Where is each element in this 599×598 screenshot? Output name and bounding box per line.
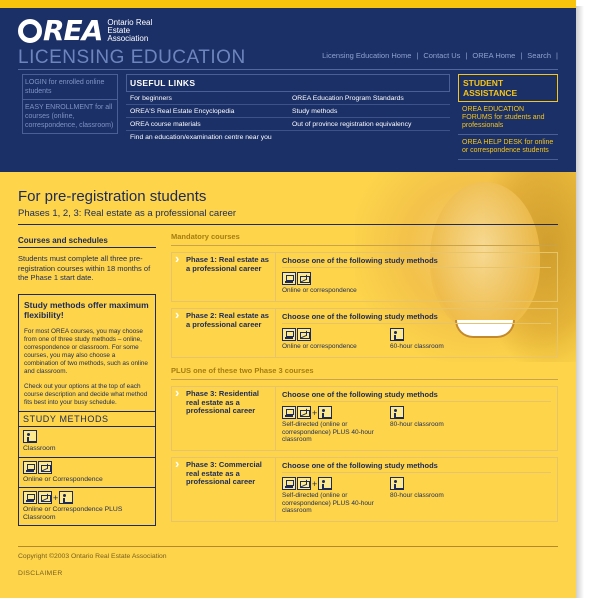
computer-icon [282, 406, 296, 419]
logo-o-icon [18, 19, 42, 43]
phase-2-row[interactable] [171, 308, 558, 358]
option-label: Online or correspondence [282, 343, 357, 350]
study-methods-box [18, 294, 156, 526]
mail-icon [297, 272, 311, 285]
easy-enrollment-link[interactable]: EASY ENROLLMENT for all courses (online, correspondence, classroom) [22, 99, 118, 134]
method-classroom[interactable] [19, 426, 155, 457]
useful-links [126, 74, 450, 144]
method-online-correspondence[interactable] [19, 457, 155, 488]
useful-link-out-of-province[interactable]: Out of province registration equivalency [288, 118, 450, 131]
study-box-paragraph: Check out your options at the top of each course description and decide what method fits best into your busy schedule. [24, 383, 148, 406]
page-subtitle: Phases 1, 2, 3: Real estate as a professional career [18, 208, 237, 219]
student-assistance [458, 74, 558, 160]
left-links [22, 74, 118, 134]
phase-title-cell [172, 309, 276, 357]
method-label: Online or Correspondence [23, 475, 103, 483]
study-box-heading: Study methods offer maximum flexibility! [24, 300, 149, 320]
phase-title: › Phase 3: Residential real estate as a professional career [186, 389, 259, 415]
option-label: Online or correspondence [282, 287, 357, 294]
nav-sep: | [416, 51, 419, 60]
page-shadow [576, 6, 584, 598]
option-self-directed[interactable] [282, 477, 390, 515]
method-options [282, 406, 551, 444]
method-icons [23, 491, 151, 504]
nav-orea-home[interactable]: OREA Home [472, 51, 516, 60]
useful-link-encyclopedia[interactable]: OREA'S Real Estate Encyclopedia [126, 105, 288, 118]
option-label: 60-hour classroom [390, 343, 444, 350]
computer-icon [282, 328, 296, 341]
computer-icon [282, 272, 296, 285]
phase-title: › Phase 1: Real estate as a professional career [186, 255, 269, 273]
student-assistance-title: STUDENT ASSISTANCE [458, 74, 558, 102]
nav-search[interactable]: Search [527, 51, 552, 60]
method-icons [282, 328, 390, 341]
method-options [282, 272, 551, 295]
method-icons [282, 477, 390, 490]
useful-link-study-methods[interactable]: Study methods [288, 105, 450, 118]
method-options [282, 328, 551, 351]
method-online-plus-classroom[interactable] [19, 487, 155, 525]
nav-licensing-home[interactable]: Licensing Education Home [322, 51, 412, 60]
useful-links-title: USEFUL LINKS [126, 74, 450, 91]
method-label: Online or Correspondence PLUS Classroom [23, 506, 123, 521]
useful-links-grid [126, 91, 450, 144]
phase-title: › Phase 2: Real estate as a professional career [186, 311, 269, 329]
phase-title: › Phase 3: Commercial real estate as a professional career [186, 460, 262, 486]
course-listing [171, 232, 558, 522]
option-online[interactable] [282, 328, 390, 351]
phase-methods-cell [276, 458, 557, 521]
courses-heading: Courses and schedules [18, 236, 108, 245]
method-icons [23, 461, 151, 474]
method-icons [390, 406, 500, 419]
logo-subtitle: Ontario Real Estate Association [107, 17, 153, 43]
login-link[interactable]: LOGIN for enrolled online students [22, 74, 118, 99]
method-icons [282, 406, 390, 419]
header-divider [18, 69, 558, 70]
computer-icon [282, 477, 296, 490]
phase-methods-cell [276, 253, 557, 301]
method-options [282, 477, 551, 515]
copyright: Copyright ©2003 Ontario Real Estate Association [18, 553, 167, 560]
mail-icon [297, 406, 311, 419]
method-icons [282, 272, 390, 285]
method-icons [390, 328, 500, 341]
phase-1-row[interactable] [171, 252, 558, 302]
choose-method-label: Choose one of the following study methods [282, 312, 551, 324]
useful-link-program-standards[interactable]: OREA Education Program Standards [288, 92, 450, 105]
plus-icon: + [312, 478, 318, 489]
mail-icon [38, 461, 52, 474]
page-title: For pre-registration students [18, 188, 207, 205]
education-forums-link[interactable]: OREA EDUCATION FORUMS for students and professionals [458, 102, 558, 135]
phase-3-residential-row[interactable] [171, 386, 558, 451]
classroom-icon [318, 406, 332, 419]
courses-body: Students must complete all three pre-registration courses within 18 months of the Phase 1 start date. [18, 254, 151, 282]
option-online[interactable] [282, 272, 390, 295]
option-label: 80-hour classroom [390, 421, 444, 428]
useful-link-find-centre[interactable]: Find an education/examination centre near you [130, 134, 272, 141]
top-nav [322, 51, 558, 60]
phase3-heading: PLUS one of these two Phase 3 courses [171, 366, 558, 380]
choose-method-label: Choose one of the following study methods [282, 390, 551, 402]
courses-divider [18, 247, 156, 248]
phase-methods-cell [276, 387, 557, 450]
option-label: 80-hour classroom [390, 492, 444, 499]
nav-contact-us[interactable]: Contact Us [423, 51, 461, 60]
phase-methods-cell [276, 309, 557, 357]
classroom-icon [390, 477, 404, 490]
title-divider [18, 224, 558, 225]
option-classroom[interactable] [390, 406, 500, 444]
section-title: LICENSING EDUCATION [18, 47, 246, 68]
nav-sep: | [556, 51, 558, 60]
computer-icon [23, 491, 37, 504]
study-box-paragraph: For most OREA courses, you may choose from one of three study methods – online, correspondence or classroom. For some courses, you may also choose a combination of two methods, such as online and classroom. [24, 328, 148, 375]
top-stripe [0, 0, 576, 8]
method-label: Classroom [23, 445, 56, 452]
nav-sep: | [520, 51, 523, 60]
option-self-directed[interactable] [282, 406, 390, 444]
mail-icon [297, 477, 311, 490]
option-classroom[interactable] [390, 328, 500, 351]
choose-method-label: Choose one of the following study methods [282, 256, 551, 268]
footer-divider [18, 546, 558, 547]
disclaimer-link[interactable]: DISCLAIMER [18, 570, 63, 577]
classroom-icon [390, 328, 404, 341]
study-methods-heading: STUDY METHODS [19, 411, 155, 426]
option-classroom[interactable] [390, 477, 500, 515]
option-label: Self-directed (online or correspondence) PLUS 40-hour classroom [282, 421, 374, 443]
plus-icon: + [53, 492, 59, 503]
choose-method-label: Choose one of the following study methods [282, 461, 551, 473]
header [0, 8, 576, 172]
mail-icon [38, 491, 52, 504]
method-icons [390, 477, 500, 490]
phase-3-commercial-row[interactable] [171, 457, 558, 522]
mail-icon [297, 328, 311, 341]
phase-title-cell [172, 387, 276, 450]
nav-sep: | [465, 51, 468, 60]
plus-icon: + [312, 407, 318, 418]
classroom-icon [59, 491, 73, 504]
useful-link-beginners[interactable]: For beginners [126, 92, 288, 105]
option-label: Self-directed (online or correspondence) PLUS 40-hour classroom [282, 492, 374, 514]
help-desk-link[interactable]: OREA HELP DESK for online or correspondence students [458, 135, 558, 160]
classroom-icon [318, 477, 332, 490]
orea-logo[interactable] [18, 14, 167, 47]
classroom-icon [390, 406, 404, 419]
classroom-icon [23, 430, 37, 443]
logo-wordmark: REA [18, 14, 102, 47]
study-box-body [19, 322, 155, 411]
mandatory-heading: Mandatory courses [171, 232, 558, 246]
phase-title-cell [172, 253, 276, 301]
useful-link-course-materials[interactable]: OREA course materials [126, 118, 288, 131]
phase-title-cell [172, 458, 276, 521]
method-icons [23, 430, 151, 443]
computer-icon [23, 461, 37, 474]
